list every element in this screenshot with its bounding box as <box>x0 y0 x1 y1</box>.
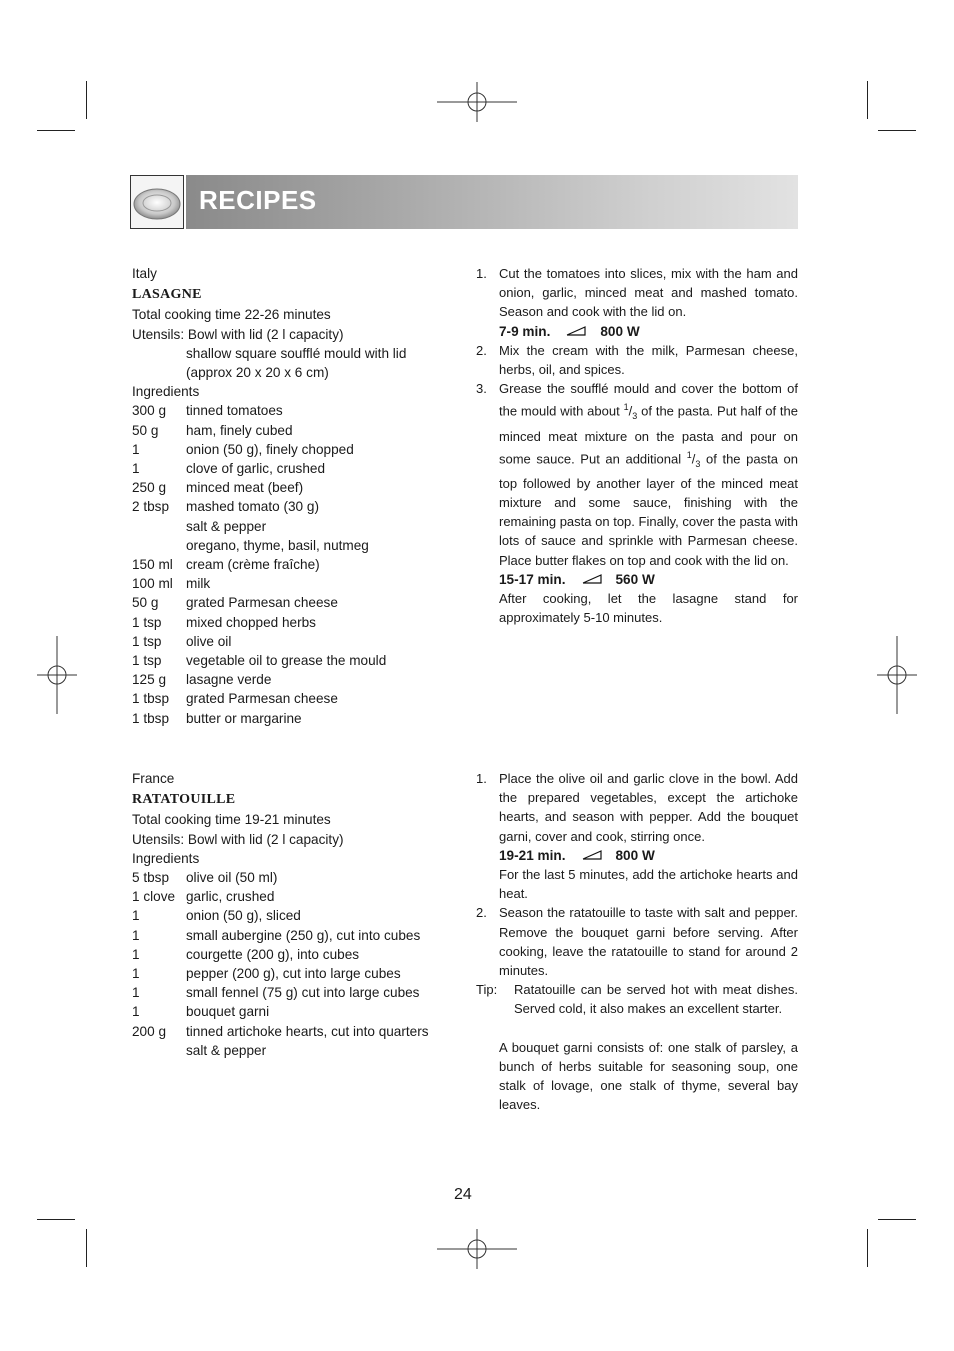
power-level: 560 W <box>615 571 655 587</box>
microwave-power-icon <box>566 326 586 336</box>
step-text: Season the ratatouille to taste with salt and pepper. Remove the bouquet garni before serving. After cooking, leave the ratatouille to stand for around 2 minutes. <box>499 905 798 979</box>
ingredient-row <box>132 1022 462 1041</box>
ingredient-quantity: 125 g <box>132 672 167 688</box>
total-cooking-time: Total cooking time 22-26 minutes <box>132 307 331 323</box>
ingredient-name: courgette (200 g), into cubes <box>186 946 360 962</box>
recipe-country: France <box>132 771 175 786</box>
ingredient-row <box>132 574 462 593</box>
ingredient-quantity: 1 tbsp <box>132 710 170 726</box>
registration-mark-icon <box>877 636 917 714</box>
ingredient-row <box>132 632 462 651</box>
ingredient-row <box>132 613 462 632</box>
ingredient-row <box>132 536 462 555</box>
ingredient-quantity: 100 ml <box>132 576 173 592</box>
ingredient-quantity: 1 <box>132 1004 140 1020</box>
page-title: RECIPES <box>199 185 317 215</box>
fraction-denominator: 3 <box>695 458 701 469</box>
ingredient-row <box>132 517 462 536</box>
tip-text: Ratatouille can be served hot with meat dishes. Served cold, it also makes an excellent starter. <box>514 982 798 1017</box>
tip-label: Tip: <box>476 982 498 998</box>
ingredient-row <box>132 478 462 497</box>
ingredient-name: butter or margarine <box>186 710 302 726</box>
ingredient-quantity: 2 tbsp <box>132 499 170 515</box>
ingredient-name: garlic, crushed <box>186 889 275 905</box>
microwave-power-icon <box>582 574 602 584</box>
ingredient-row <box>132 421 462 440</box>
ingredient-row <box>132 555 462 574</box>
ingredient-row <box>132 1002 462 1021</box>
ingredient-row <box>132 926 462 945</box>
crop-mark <box>86 81 87 119</box>
method-step <box>476 769 798 846</box>
page-number: 24 <box>454 1186 472 1203</box>
step-text: Cut the tomatoes into slices, mix with the ham and onion, garlic, minced meat and mashed tomato. Season and cook with the lid on. <box>499 266 798 320</box>
section-header <box>130 175 798 229</box>
ingredient-quantity: 250 g <box>132 480 167 496</box>
utensils-line: Utensils: Bowl with lid (2 l capacity) <box>132 831 344 847</box>
cooking-setting <box>476 322 798 341</box>
ingredient-name: vegetable oil to grease the mould <box>186 653 387 669</box>
ingredient-name: salt & pepper <box>186 1042 267 1058</box>
crop-mark <box>867 81 868 119</box>
ingredient-name: oregano, thyme, basil, nutmeg <box>186 537 369 553</box>
bouquet-garni-note: A bouquet garni consists of: one stalk of parsley, a bunch of herbs suitable for seasoning soup, one stalk of lovage, one stalk of thyme, several bay leaves. <box>499 1039 798 1113</box>
ingredient-row <box>132 593 462 612</box>
power-level: 800 W <box>615 847 655 863</box>
ingredient-quantity <box>132 517 186 536</box>
step-text-part: Grease the soufflé mould and cover the bottom of the mould with about <box>499 381 798 419</box>
ingredient-name: milk <box>186 576 211 592</box>
ingredient-quantity: 1 tsp <box>132 633 162 649</box>
ingredient-name: onion (50 g), sliced <box>186 908 301 924</box>
lasagne-ingredients-column <box>132 264 462 728</box>
ingredient-name: olive oil <box>186 633 232 649</box>
utensils-line: Utensils: Bowl with lid (2 l capacity) <box>132 326 344 342</box>
crop-mark <box>867 1229 868 1267</box>
step-number: 1. <box>476 266 487 281</box>
method-step <box>476 379 798 570</box>
step-text-part: of the pasta on top followed by another layer of the minced meat mixture and some sauce, finishing with the remaining pasta on top. Finally, cover the pasta with lots of sauce and sprinkle with Parmesan cheese. Place butter flakes on top and cook with the lid on. <box>499 451 798 568</box>
ingredient-name: lasagne verde <box>186 672 272 688</box>
ingredient-quantity: 1 tbsp <box>132 691 170 707</box>
plate-icon <box>130 175 184 229</box>
ingredient-name: mashed tomato (30 g) <box>186 499 319 515</box>
step-number: 1. <box>476 771 487 786</box>
ingredient-row <box>132 906 462 925</box>
ingredient-row <box>132 401 462 420</box>
step-text: Place the olive oil and garlic clove in the bowl. Add the prepared vegetables, except the artichoke hearts, and season with pepper. Add the bouquet garni, cover and cook, stirring once. <box>499 771 798 844</box>
ingredient-name: ham, finely cubed <box>186 422 293 438</box>
ingredient-name: olive oil (50 ml) <box>186 870 278 886</box>
ingredient-quantity: 1 <box>132 966 140 982</box>
step-text-part: of the pasta. Put half of the minced meat mixture on the pasta and pour on some sauce. Put an additional <box>499 403 799 467</box>
fraction-numerator: 1 <box>686 449 692 460</box>
crop-mark <box>878 130 916 131</box>
ingredient-row <box>132 1041 462 1060</box>
lasagne-method-column <box>476 264 798 628</box>
ratatouille-ingredients-column <box>132 769 462 1060</box>
ingredient-row <box>132 964 462 983</box>
method-step <box>476 341 798 379</box>
cooking-time: 7-9 min. <box>499 323 551 339</box>
crop-mark <box>878 1219 916 1220</box>
step-text: Mix the cream with the milk, Parmesan cheese, herbs, oil, and spices. <box>499 342 798 378</box>
ingredient-quantity: 1 <box>132 927 140 943</box>
ingredient-name: tinned tomatoes <box>186 403 283 419</box>
ingredient-quantity: 5 tbsp <box>132 870 170 886</box>
ratatouille-method-column <box>476 769 798 1114</box>
tip <box>476 980 798 1018</box>
ingredient-name: bouquet garni <box>186 1004 270 1020</box>
recipe-title: RATATOUILLE <box>132 792 236 808</box>
ingredient-row <box>132 983 462 1002</box>
fraction-denominator: 3 <box>632 411 638 422</box>
ingredient-row <box>132 689 462 708</box>
crop-mark <box>37 130 75 131</box>
step-number: 2. <box>476 342 487 358</box>
ingredient-quantity: 1 clove <box>132 889 176 905</box>
registration-mark-icon <box>437 1229 517 1269</box>
cooking-time: 19-21 min. <box>499 847 566 863</box>
cooking-setting <box>476 570 798 589</box>
ingredient-row <box>132 868 462 887</box>
header-bar <box>186 175 798 229</box>
fraction-numerator: 1 <box>623 402 629 413</box>
ingredient-row <box>132 459 462 478</box>
ingredient-quantity: 200 g <box>132 1023 167 1039</box>
ingredient-quantity: 1 tsp <box>132 614 162 630</box>
ingredient-name: mixed chopped herbs <box>186 614 316 630</box>
ingredient-row <box>132 945 462 964</box>
method-step <box>476 264 798 322</box>
ingredient-name: small fennel (75 g) cut into large cubes <box>186 985 420 1001</box>
standing-time-note: After cooking, let the lasagne stand for approximately 5-10 minutes. <box>499 591 798 626</box>
method-note: For the last 5 minutes, add the artichoke hearts and heat. <box>499 867 798 902</box>
ingredient-quantity: 1 <box>132 441 140 457</box>
ingredient-name: cream (crème fraîche) <box>186 557 320 573</box>
ingredient-quantity: 1 tsp <box>132 653 162 669</box>
ingredient-name: salt & pepper <box>186 518 267 534</box>
cooking-time: 15-17 min. <box>499 571 566 587</box>
step-number: 2. <box>476 905 487 921</box>
ingredient-name: grated Parmesan cheese <box>186 691 338 707</box>
ingredient-quantity: 300 g <box>132 403 167 419</box>
ingredient-row <box>132 440 462 459</box>
microwave-power-icon <box>582 850 602 860</box>
ingredient-name: minced meat (beef) <box>186 480 304 496</box>
utensils-line: (approx 20 x 20 x 6 cm) <box>186 365 329 381</box>
ingredient-row <box>132 887 462 906</box>
ingredient-row <box>132 670 462 689</box>
ingredient-name: onion (50 g), finely chopped <box>186 441 354 457</box>
power-level: 800 W <box>600 323 640 339</box>
ingredient-name: clove of garlic, crushed <box>186 461 326 477</box>
ingredient-name: grated Parmesan cheese <box>186 595 338 611</box>
step-number: 3. <box>476 381 487 397</box>
crop-mark <box>37 1219 75 1220</box>
ingredient-quantity: 150 ml <box>132 557 173 573</box>
ingredient-quantity: 1 <box>132 908 140 924</box>
ingredient-row <box>132 709 462 728</box>
registration-mark-icon <box>37 636 77 714</box>
ingredient-quantity: 50 g <box>132 595 159 611</box>
ingredient-name: small aubergine (250 g), cut into cubes <box>186 927 421 943</box>
ingredient-name: pepper (200 g), cut into large cubes <box>186 966 401 982</box>
method-step <box>476 903 798 980</box>
ingredient-quantity: 50 g <box>132 422 159 438</box>
cooking-setting <box>476 846 798 865</box>
ingredient-quantity <box>132 536 186 555</box>
step-text: Grease the soufflé mould and cover the bottom of the mould with about $^1/_3$ of the pasta. Put half of the minced meat mixture on the pasta and pour on some sauce. Put an additional $^1/_3$ of the pasta on top followed by another layer of the minced meat mixture and some sauce, finishing with the remaining pasta on top. Finally, cover the pasta with lots of sauce and sprinkle with Parmesan cheese. Place butter flakes on top and cook with the lid on. <box>499 381 799 568</box>
ingredient-quantity: 1 <box>132 985 140 1001</box>
ingredient-list <box>132 868 462 1060</box>
ingredients-label: Ingredients <box>132 850 200 866</box>
ingredient-quantity: 1 <box>132 946 140 962</box>
utensils-line: shallow square soufflé mould with lid <box>186 345 407 361</box>
ingredient-quantity <box>132 1041 186 1060</box>
ingredient-quantity: 1 <box>132 461 140 477</box>
recipe-country: Italy <box>132 266 157 281</box>
registration-mark-icon <box>437 82 517 122</box>
ingredients-label: Ingredients <box>132 384 200 400</box>
crop-mark <box>86 1229 87 1267</box>
ingredient-row <box>132 497 462 516</box>
recipe-title: LASAGNE <box>132 287 202 303</box>
ingredient-list <box>132 401 462 727</box>
ingredient-name: tinned artichoke hearts, cut into quarters <box>186 1023 429 1039</box>
ingredient-row <box>132 651 462 670</box>
total-cooking-time: Total cooking time 19-21 minutes <box>132 812 331 828</box>
